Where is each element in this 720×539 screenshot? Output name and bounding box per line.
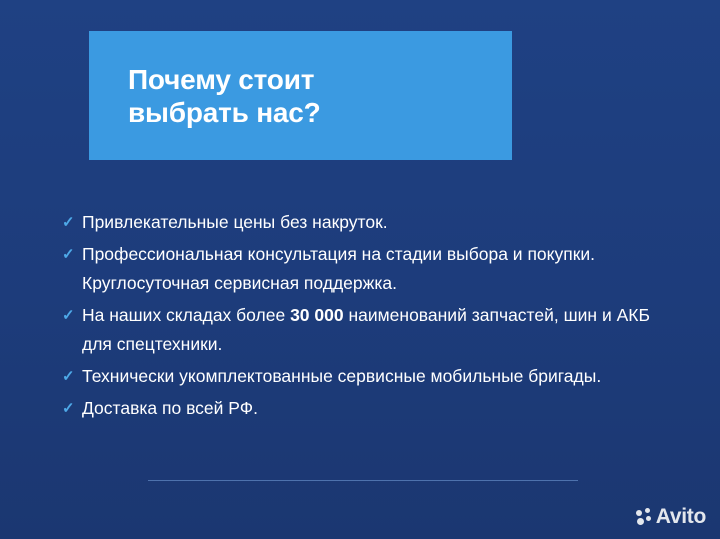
divider: [148, 480, 578, 481]
title-line-2: выбрать нас?: [128, 96, 321, 128]
bullet-item-2-text: Профессиональная консультация на стадии выбора и покупки. Круглосуточная сервисная поддержка.: [82, 244, 596, 293]
list-item: [62, 362, 662, 391]
check-icon: ✓: [62, 368, 75, 385]
check-icon: ✓: [62, 400, 75, 417]
list-item: [62, 240, 662, 298]
list-item: [62, 208, 662, 237]
bullet-item-1-text: Привлекательные цены без накруток.: [82, 212, 388, 232]
title-line-1: Почему стоит: [128, 63, 315, 95]
check-icon: ✓: [62, 307, 75, 324]
check-icon: ✓: [62, 214, 75, 231]
bullet-list: [62, 208, 662, 426]
watermark-label: Avito: [655, 505, 706, 528]
check-icon: ✓: [62, 246, 75, 263]
list-item: [62, 301, 662, 359]
title-box: [89, 31, 512, 160]
list-item: [62, 394, 662, 423]
bullet-item-4-text: Технически укомплектованные сервисные мобильные бригады.: [82, 366, 602, 386]
bullet-item-5-text: Доставка по всей РФ.: [82, 398, 258, 418]
avito-dots-icon: [636, 508, 652, 526]
bullet-item-3-text: На наших складах более 30 000 наименований запчастей, шин и АКБ для спецтехники.: [82, 305, 650, 354]
avito-watermark: [636, 505, 706, 529]
